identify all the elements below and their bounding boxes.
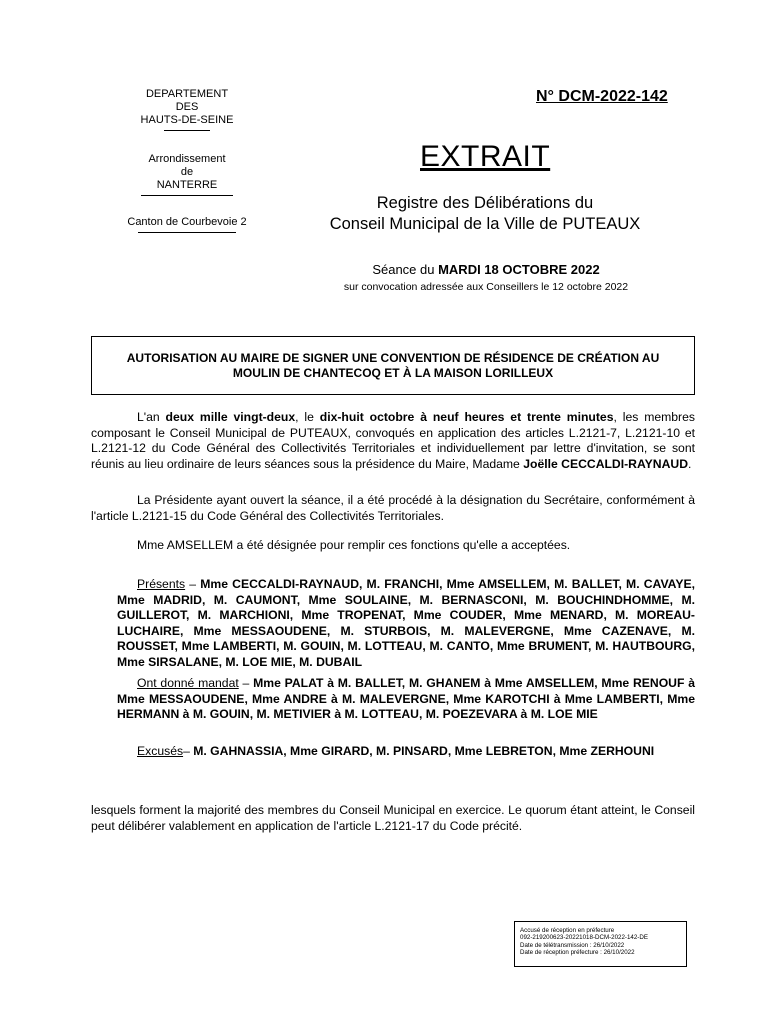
stamp-line: 092-219200623-20221018-DCM-2022-142-DE (520, 934, 648, 942)
arrondissement-line: NANTERRE (156, 179, 218, 191)
intro-date-time: dix-huit octobre à neuf heures et trente minutes (319, 410, 614, 424)
subject-text: AUTORISATION AU MAIRE DE SIGNER UNE CONVENTION DE RÉSIDENCE DE CRÉATION AU MOULIN DE CHANTECOQ ET À LA MAISON LORILLEUX (126, 350, 660, 380)
presents-list: Présents – Mme CECCALDI-RAYNAUD, M. FRANCHI, Mme AMSELLEM, M. BALLET, M. CAVAYE, Mme MADRID, M. CAUMONT, Mme SOULAINE, M. BERNASCONI, M. BOUCHINDHOMME, M. GUILLEROT, M. MARCHIONI, Mme TROPENAT, Mme COUDER, Mme MENARD, M. MOREAU-LUCHAIRE, Mme MESSAOUDENE, M. STURBOIS, M. MALEVERGNE, Mme CAZENAVE, M. ROUSSET, Mme LAMBERTI, M. GOUIN, M. LOTTEAU, M. CANTO, Mme BRUMENT, M. HAUTBOURG, Mme SIRSALANE, M. LOE MIE, M. DUBAIL (117, 577, 695, 669)
registre-title (310, 193, 660, 235)
intro-text: . (688, 456, 692, 471)
mandats-label: Ont donné mandat (137, 676, 239, 690)
excuses-list: Excusés– M. GAHNASSIA, Mme GIRARD, M. PINSARD, Mme LEBRETON, Mme ZERHOUNI (137, 744, 655, 758)
registre-line: Registre des Délibérations du (376, 194, 594, 212)
seance-date: MARDI 18 OCTOBRE 2022 (438, 262, 600, 277)
seance-prefix: Séance du (372, 262, 439, 277)
excuses-label: Excusés (137, 744, 184, 758)
stamp-line: Date de télétransmission : 26/10/2022 (520, 941, 625, 949)
mandats-names: Mme PALAT à M. BALLET, M. GHANEM à Mme AMSELLEM, Mme RENOUF à Mme MESSAOUDENE, Mme ANDRE à M. MALEVERGNE, Mme KAROTCHI à Mme LAMBERTI, Mme HERMANN à M. GOUIN, M. METIVIER à M. LOTTEAU, M. POEZEVARA à M. LOE MIE (117, 676, 695, 721)
canton-label: Canton de Courbevoie 2 (127, 216, 247, 228)
arrondissement-block (118, 153, 256, 196)
deliberation-number: N° DCM-2022-142 (536, 88, 668, 105)
arrondissement-line: de (180, 166, 194, 178)
document-title: EXTRAIT (420, 140, 551, 173)
intro-text: L'an (137, 410, 166, 424)
excuses-names: M. GAHNASSIA, Mme GIRARD, M. PINSARD, Mme LEBRETON, Mme ZERHOUNI (193, 744, 655, 758)
presidente-paragraph: La Présidente ayant ouvert la séance, il a été procédé à la désignation du Secrétaire, conformément à l'article L.2121-15 du Code Général des Collectivités Territoriales. (91, 493, 695, 523)
registre-line: Conseil Municipal de la Ville de PUTEAUX (329, 215, 641, 233)
stamp-line: Date de réception préfecture : 26/10/2022 (520, 949, 635, 957)
stamp-line: Accusé de réception en préfecture (520, 927, 615, 934)
intro-text: , le (295, 410, 320, 424)
presents-label: Présents (137, 577, 186, 591)
divider (138, 232, 236, 233)
arrondissement-line: Arrondissement (148, 153, 226, 165)
divider (141, 195, 233, 196)
secretaire-paragraph: Mme AMSELLEM a été désignée pour remplir ces fonctions qu'elle a acceptées. (137, 538, 571, 552)
mayor-name: Joëlle CECCALDI-RAYNAUD (523, 456, 688, 471)
quorum-paragraph: lesquels forment la majorité des membres du Conseil Municipal en exercice. Le quorum étant atteint, le Conseil peut délibérer valablement en application de l'article L.2121-17 du Code précité. (91, 803, 695, 833)
seance-line (300, 262, 672, 277)
convocation-line: sur convocation adressée aux Conseillers le 12 octobre 2022 (343, 281, 629, 293)
intro-year: deux mille vingt-deux (165, 410, 296, 424)
department-block (118, 88, 256, 131)
department-line: DEPARTEMENT (145, 88, 229, 100)
divider (164, 130, 210, 131)
subject-box (91, 336, 695, 395)
mandats-list: Ont donné mandat – Mme PALAT à M. BALLET, M. GHANEM à Mme AMSELLEM, Mme RENOUF à Mme MESSAOUDENE, Mme ANDRE à M. MALEVERGNE, Mme KAROTCHI à Mme LAMBERTI, Mme HERMANN à M. GOUIN, M. METIVIER à M. LOTTEAU, M. POEZEVARA à M. LOE MIE (117, 676, 695, 721)
presents-names: Mme CECCALDI-RAYNAUD, M. FRANCHI, Mme AMSELLEM, M. BALLET, M. CAVAYE, Mme MADRID, M. CAUMONT, Mme SOULAINE, M. BERNASCONI, M. BOUCHINDHOMME, M. GUILLEROT, M. MARCHIONI, Mme TROPENAT, Mme COUDER, Mme MENARD, M. MOREAU-LUCHAIRE, Mme MESSAOUDENE, M. STURBOIS, M. MALEVERGNE, Mme CAZENAVE, M. ROUSSET, Mme LAMBERTI, M. GOUIN, M. LOTTEAU, M. CANTO, Mme BRUMENT, M. HAUTBOURG, Mme SIRSALANE, M. LOE MIE, M. DUBAIL (117, 577, 695, 669)
department-line: DES (175, 101, 199, 113)
reception-stamp (514, 921, 687, 967)
intro-paragraph (91, 410, 695, 472)
canton-block (118, 216, 256, 233)
department-line: HAUTS-DE-SEINE (140, 114, 234, 126)
intro-text: , les membres composant le Conseil Municipal de PUTEAUX, convoqués en application des articles L.2121-7, L.2121-10 et L.2121-12 du Code Général des Collectivités Territoriales et individuellement par lettre d'invitation, se sont réunis au lieu ordinaire de leurs séances sous la présidence du Maire, Madame (91, 410, 695, 471)
